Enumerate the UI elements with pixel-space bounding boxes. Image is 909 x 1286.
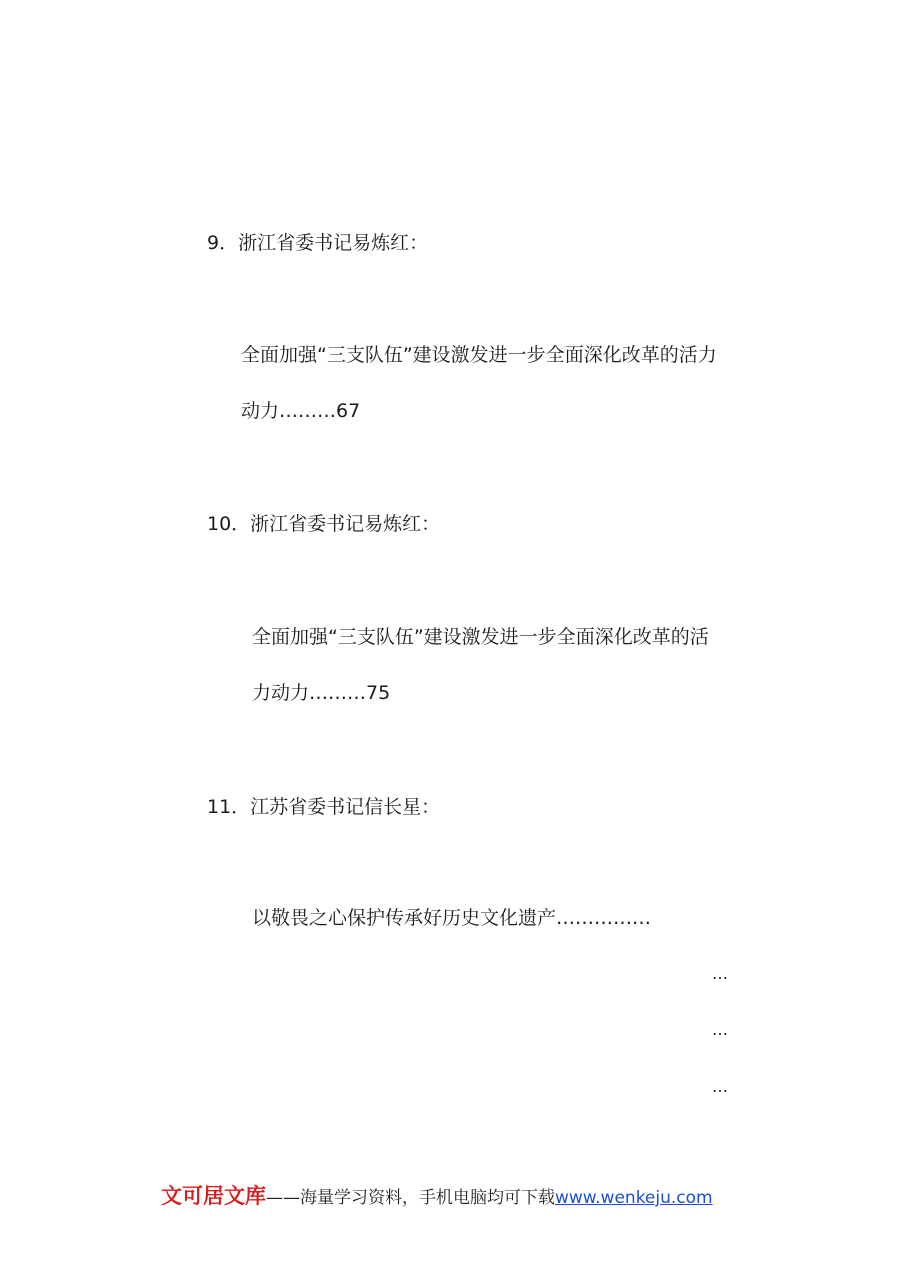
entry-11-heading: 11．江苏省委书记信长星： (207, 796, 441, 818)
continuation-dots-1: … (712, 964, 729, 983)
entry-10-heading: 10．浙江省委书记易炼红： (207, 513, 441, 535)
entry-9-heading: 9．浙江省委书记易炼红： (207, 232, 429, 254)
entry-11-title-line1: 以敬畏之心保护传承好历史文化遗产…………… (252, 907, 652, 929)
entry-9-title-line2: 动力………67 (241, 400, 361, 422)
entry-10-title-line2: 力动力………75 (252, 682, 391, 704)
entry-9-title-line1: 全面加强“三支队伍”建设激发进一步全面深化改革的活力 (241, 344, 717, 366)
continuation-dots-3: … (712, 1077, 729, 1096)
footer-link[interactable]: www.wenkeju.com (555, 1188, 713, 1208)
entry-10-title-line1: 全面加强“三支队伍”建设激发进一步全面深化改革的活 (252, 626, 709, 648)
footer (161, 1183, 713, 1211)
continuation-dots-2: … (712, 1020, 729, 1039)
footer-slogan: ——海量学习资料，手机电脑均可下载 (266, 1188, 555, 1208)
footer-brand: 文可居文库 (161, 1184, 266, 1208)
